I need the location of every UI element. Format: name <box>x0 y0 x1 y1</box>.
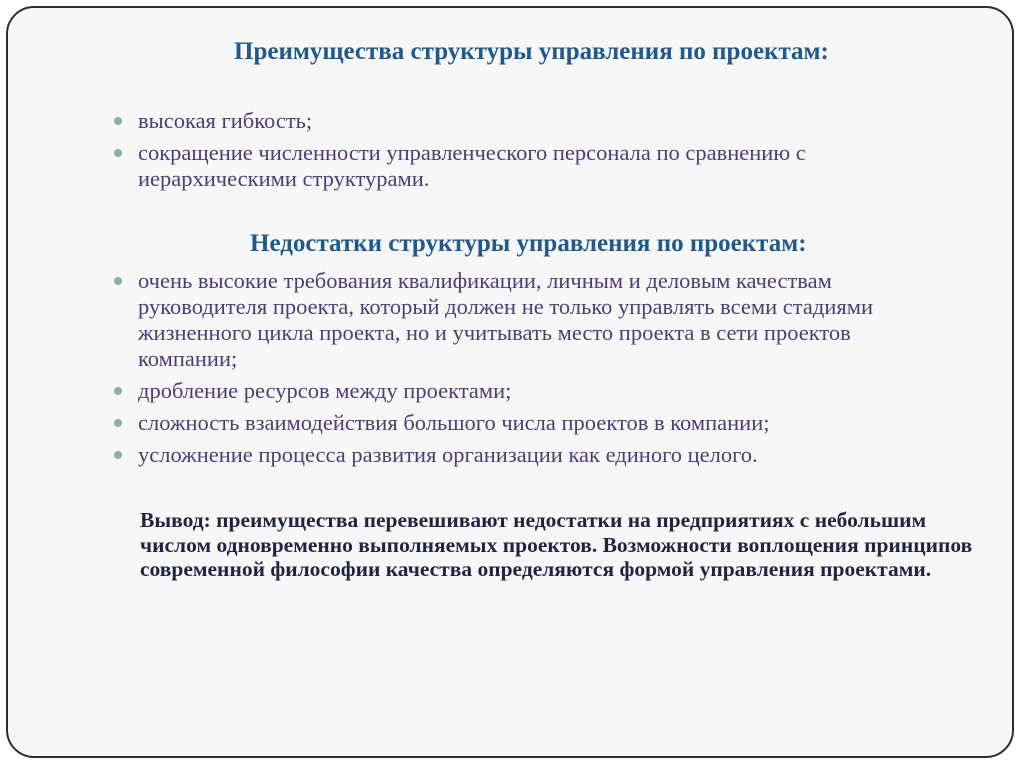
bullet-dot-icon <box>114 387 122 395</box>
advantage-item-text: сокращение численности управленческого персонала по сравнению с иерархическими структурами. <box>138 140 806 191</box>
advantages-heading: Преимущества структуры управления по проектам: <box>234 38 829 65</box>
conclusion-text: Вывод: преимущества перевешивают недостатки на предприятиях с небольшим числом одновременно выполняемых проектов. Возможности воплощения принципов современной философии качества определяются формой управления проектами. <box>140 508 973 581</box>
disadvantages-list <box>112 268 912 474</box>
disadvantages-heading: Недостатки структуры управления по проектам: <box>250 230 807 257</box>
disadvantage-item-text: сложность взаимодействия большого числа проектов в компании; <box>138 410 770 435</box>
bullet-dot-icon <box>114 277 122 285</box>
advantage-item-text: высокая гибкость; <box>138 108 313 133</box>
slide <box>6 6 1014 758</box>
disadvantage-item-text: очень высокие требования квалификации, личным и деловым качествам руководителя проекта, который должен не только управлять всеми стадиями жизненного цикла проекта, но и учитывать место проекта в сети проектов компании; <box>138 268 873 371</box>
advantages-list <box>112 108 912 198</box>
advantage-item <box>112 140 912 192</box>
bullet-dot-icon <box>114 419 122 427</box>
bullet-dot-icon <box>114 149 122 157</box>
bullet-dot-icon <box>114 451 122 459</box>
disadvantage-item <box>112 410 912 436</box>
disadvantage-item <box>112 442 912 468</box>
disadvantage-item <box>112 378 912 404</box>
disadvantage-item-text: усложнение процесса развития организации как единого целого. <box>138 442 758 467</box>
disadvantage-item <box>112 268 912 372</box>
disadvantage-item-text: дробление ресурсов между проектами; <box>138 378 512 403</box>
bullet-dot-icon <box>114 117 122 125</box>
advantage-item <box>112 108 912 134</box>
